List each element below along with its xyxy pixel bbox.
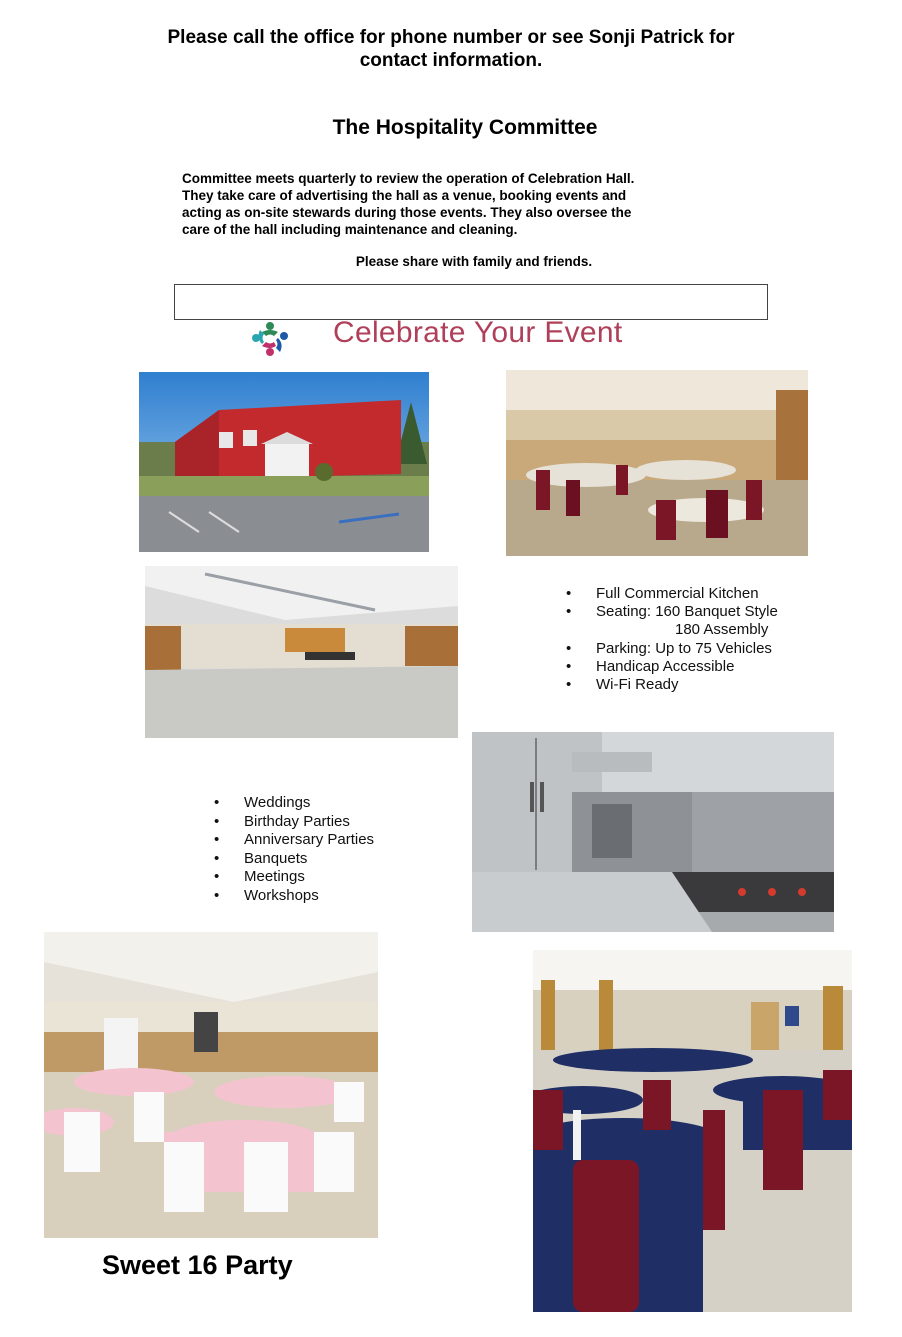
list-item: • Weddings [214,794,374,813]
empty-hall-photo [145,566,458,738]
list-item: • Meetings [214,868,374,887]
description-line-2: They take care of advertising the hall as a venue, booking events and [182,188,627,203]
dining-hall-photo [506,370,808,556]
list-item: • Parking: Up to 75 Vehicles [566,640,778,658]
list-item: • Wi-Fi Ready [566,676,778,694]
amenities-list [566,585,778,694]
committee-title: The Hospitality Committee [332,116,598,139]
people-circle-logo-icon [248,318,292,358]
description-line-1: Committee meets quarterly to review the operation of Celebration Hall. [182,171,635,186]
list-item: • Anniversary Parties [214,831,374,850]
sweet-16-caption: Sweet 16 Party [102,1250,293,1280]
list-item: • Workshops [214,887,374,906]
share-note: Please share with family and friends. [355,254,593,269]
notice-line-1: Please call the office for phone number or see Sonji Patrick for [167,27,735,48]
event-types-list [214,794,374,905]
description-line-3: acting as on-site stewards during those events. They also oversee the [182,205,632,220]
contact-notice [0,26,902,72]
list-item: • Birthday Parties [214,813,374,832]
list-item: • Banquets [214,850,374,869]
list-item: 180 Assembly [675,621,769,639]
committee-description [182,170,782,238]
banquet-hall-photo [533,950,852,1312]
description-line-4: care of the hall including maintenance and cleaning. [182,222,518,237]
list-item: • Seating: 160 Banquet Style [566,603,778,621]
hall-exterior-photo [139,372,429,552]
banner-title: Celebrate Your Event [333,316,623,349]
notice-line-2: contact information. [359,50,543,71]
kitchen-photo [472,732,834,932]
list-item: • Full Commercial Kitchen [566,585,778,603]
banner-box [174,284,768,320]
sweet-16-party-photo [44,932,378,1238]
list-item: • Handicap Accessible [566,658,778,676]
